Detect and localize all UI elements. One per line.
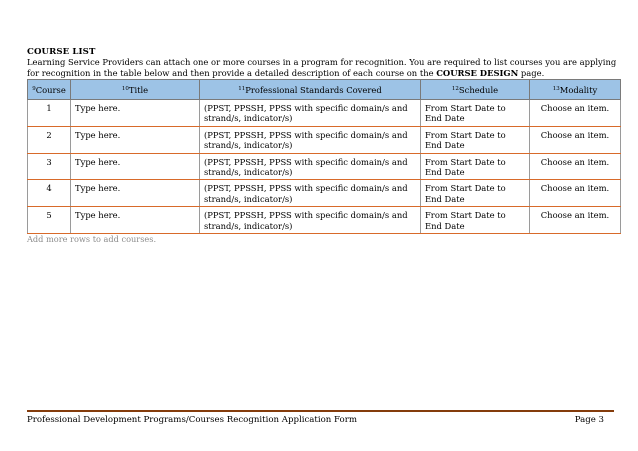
footer-form-title: Professional Development Programs/Courses Recognition Application Form [27, 415, 357, 425]
table-row [28, 180, 621, 207]
header-schedule [421, 80, 530, 100]
header-course-number: 9 [32, 85, 36, 92]
title-field[interactable]: Type here. [71, 180, 200, 207]
modality-dropdown[interactable]: Choose an item. [530, 180, 621, 207]
modality-dropdown[interactable]: Choose an item. [530, 100, 621, 127]
course-number: 4 [28, 180, 71, 207]
schedule-field[interactable]: From Start Date to End Date [421, 100, 530, 127]
header-title-number: 10 [121, 85, 129, 92]
header-schedule-number: 12 [451, 85, 459, 92]
header-title [71, 80, 200, 100]
page-number: Page 3 [574, 415, 604, 425]
course-number: 3 [28, 153, 71, 180]
standards-field[interactable]: (PPST, PPSSH, PPSS with specific domain/s and strand/s, indicator/s) [200, 207, 421, 234]
title-field[interactable]: Type here. [71, 207, 200, 234]
title-field[interactable]: Type here. [71, 126, 200, 153]
section-heading: COURSE LIST [27, 47, 96, 57]
header-course-label: Course [35, 84, 66, 95]
header-standards-label: Professional Standards Covered [245, 84, 382, 95]
schedule-field[interactable]: From Start Date to End Date [421, 126, 530, 153]
standards-field[interactable]: (PPST, PPSSH, PPSS with specific domain/s and strand/s, indicator/s) [200, 126, 421, 153]
header-title-label: Title [128, 84, 149, 95]
footer-divider [27, 410, 614, 412]
schedule-field[interactable]: From Start Date to End Date [421, 153, 530, 180]
header-modality-label: Modality [559, 84, 598, 95]
table-header-row [28, 80, 621, 100]
table-row [28, 207, 621, 234]
course-number: 5 [28, 207, 71, 234]
course-list-table [27, 79, 621, 234]
header-standards-number: 11 [238, 85, 246, 92]
schedule-field[interactable]: From Start Date to End Date [421, 207, 530, 234]
title-field[interactable]: Type here. [71, 153, 200, 180]
table-row [28, 153, 621, 180]
standards-field[interactable]: (PPST, PPSSH, PPSS with specific domain/s and strand/s, indicator/s) [200, 153, 421, 180]
intro-paragraph [27, 57, 617, 78]
header-modality-number: 13 [552, 85, 560, 92]
course-number: 2 [28, 126, 71, 153]
header-course [28, 80, 71, 100]
add-rows-note: Add more rows to add courses. [27, 234, 157, 244]
intro-text: Learning Service Providers can attach one or more courses in a program for recognition. You are required to list courses you are applying for recognition in the table below and then provide a detailed description of each course on the [27, 57, 617, 78]
course-number: 1 [28, 100, 71, 127]
table-row [28, 100, 621, 127]
header-standards [200, 80, 421, 100]
schedule-field[interactable]: From Start Date to End Date [421, 180, 530, 207]
standards-field[interactable]: (PPST, PPSSH, PPSS with specific domain/s and strand/s, indicator/s) [200, 180, 421, 207]
header-schedule-label: Schedule [458, 84, 499, 95]
table-row [28, 126, 621, 153]
course-design-emphasis: COURSE DESIGN [436, 67, 519, 78]
standards-field[interactable]: (PPST, PPSSH, PPSS with specific domain/s and strand/s, indicator/s) [200, 100, 421, 127]
header-modality [530, 80, 621, 100]
modality-dropdown[interactable]: Choose an item. [530, 126, 621, 153]
modality-dropdown[interactable]: Choose an item. [530, 153, 621, 180]
intro-text-end: page. [518, 67, 545, 78]
title-field[interactable]: Type here. [71, 100, 200, 127]
modality-dropdown[interactable]: Choose an item. [530, 207, 621, 234]
